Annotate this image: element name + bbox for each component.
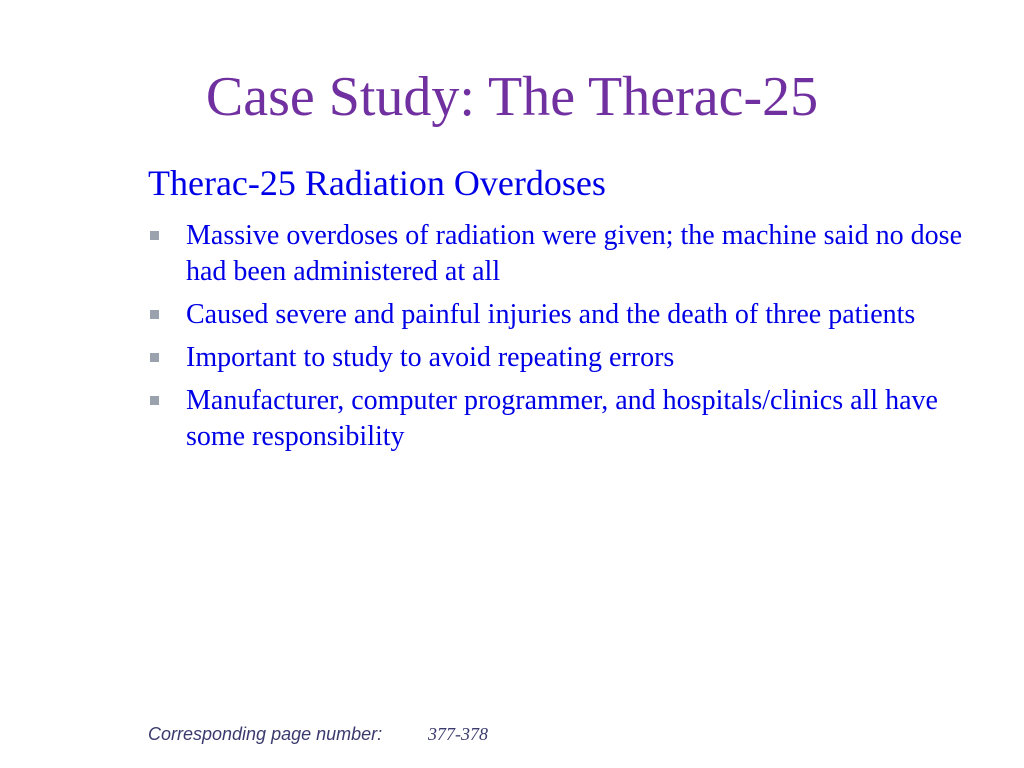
square-bullet-icon — [150, 310, 159, 319]
square-bullet-icon — [150, 396, 159, 405]
square-bullet-icon — [150, 353, 159, 362]
bullet-text: Caused severe and painful injuries and the death of three patients — [186, 299, 916, 330]
square-bullet-icon — [150, 231, 159, 240]
bullet-text: Massive overdoses of radiation were given; the machine said no dose had been administered at all — [186, 220, 963, 287]
footer-page-numbers: 377-378 — [428, 724, 488, 744]
bullet-text: Important to study to avoid repeating errors — [186, 342, 675, 373]
slide-subheading: Therac-25 Radiation Overdoses — [148, 163, 606, 203]
bullet-list — [148, 218, 978, 462]
slide-title: Case Study: The Therac-25 — [205, 66, 819, 128]
bullet-item — [148, 383, 978, 455]
bullet-item — [148, 218, 978, 290]
bullet-item — [148, 297, 978, 333]
bullet-item — [148, 340, 978, 376]
footer-page-label: Corresponding page number: — [148, 724, 383, 744]
bullet-text: Manufacturer, computer programmer, and hospitals/clinics all have some responsibility — [186, 385, 938, 452]
